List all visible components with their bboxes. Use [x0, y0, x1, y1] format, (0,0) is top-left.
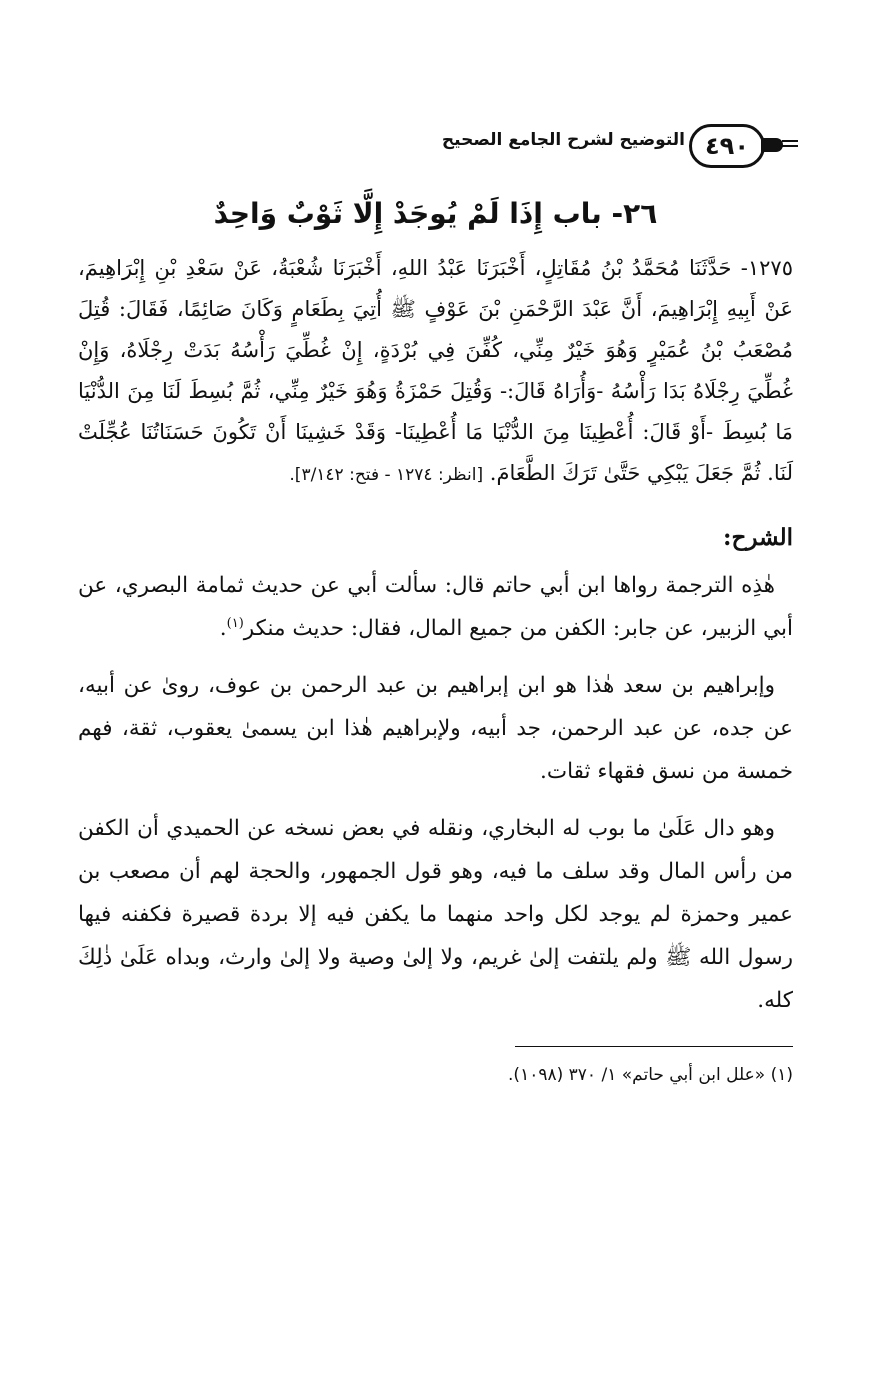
header-rule-right: [782, 140, 798, 147]
paragraph-text: هٰذِه الترجمة رواها ابن أبي حاتم قال: سألت أبي عن حديث ثمامة البصري، عن أبي الزبير، عن جابر: الكفن من جميع المال، فقال: حديث منكر: [78, 573, 793, 641]
hadith-reference: [انظر: ١٢٧٤ - فتح: ٣/١٤٢].: [289, 465, 484, 485]
sharh-heading: الشرح:: [723, 524, 793, 551]
sharh-paragraph: [78, 564, 793, 650]
footnote: [78, 1061, 793, 1089]
footnote-number: (١): [770, 1065, 793, 1085]
footnote-marker[interactable]: (١): [226, 615, 244, 631]
sharh-paragraph: وهو دال عَلَىٰ ما بوب له البخاري، ونقله في بعض نسخه عن الحميدي أن الكفن من رأس المال وقد سلف ما فيه، وهو قول الجمهور، والحجة لهم أن مصعب بن عمير وحمزة لم يوجد لكل واحد منهما ما يكفن فيه إلا بردة قصيرة فكفنه فيها رسول الله ﷺ ولم يلتفت إلىٰ غريم، ولا إلىٰ وصية ولا إلىٰ وارث، وبداه عَلَىٰ ذٰلِكَ كله.: [78, 816, 793, 1013]
chapter-title: ٢٦- باب إِذَا لَمْ يُوجَدْ إِلَّا ثَوْبٌ وَاحِدٌ: [213, 197, 658, 230]
running-header: [78, 118, 793, 178]
footnote-text: «علل ابن أبي حاتم» ١/ ٣٧٠ (١٠٩٨).: [508, 1065, 766, 1085]
footnote-separator: [515, 1046, 793, 1047]
hadith-body: ١٢٧٥- حَدَّثَنَا مُحَمَّدُ بْنُ مُقَاتِلٍ، أَخْبَرَنَا عَبْدُ اللهِ، أَخْبَرَنَا شُعْبَةُ، عَنْ سَعْدِ بْنِ إِبْرَاهِيمَ، عَنْ أَبِيهِ إِبْرَاهِيمَ، أَنَّ عَبْدَ الرَّحْمَنِ بْنَ عَوْفٍ ﷺ أُتِيَ بِطَعَامٍ وَكَانَ صَائِمًا، فَقَالَ: قُتِلَ مُصْعَبُ بْنُ عُمَيْرٍ وَهُوَ خَيْرٌ مِنِّي، كُفِّنَ فِي بُرْدَةٍ، إِنْ غُطِّيَ رَأْسُهُ بَدَتْ رِجْلَاهُ، وَإِنْ غُطِّيَ رِجْلَاهُ بَدَا رَأْسُهُ -وَأُرَاهُ قَالَ:- وَقُتِلَ حَمْزَةُ وَهُوَ خَيْرٌ مِنِّي، ثُمَّ بُسِطَ لَنَا مِنَ الدُّنْيَا مَا بُسِطَ -أَوْ قَالَ: أُعْطِينَا مِنَ الدُّنْيَا مَا أُعْطِينَا- وَقَدْ خَشِينَا أَنْ تَكُونَ حَسَنَاتُنَا عُجِّلَتْ لَنَا. ثُمَّ جَعَلَ يَبْكِي حَتَّىٰ تَرَكَ الطَّعَامَ.: [78, 256, 793, 485]
running-title: التوضيح لشرح الجامع الصحيح: [441, 130, 685, 150]
paragraph-tail: .: [219, 616, 227, 641]
sharh-paragraph: وإبراهيم بن سعد هٰذا هو ابن إبراهيم بن عبد الرحمن بن عوف، روىٰ عن أبيه، عن جده، عن عبد الرحمن، جد أبيه، ولإبراهيم هٰذا ابن يسمىٰ يعقوب، ثقة، فهم خمسة من نسق فقهاء ثقات.: [78, 673, 793, 784]
hadith-text: [78, 248, 793, 496]
page-number: ٤٩٠: [689, 124, 765, 168]
book-page: [78, 118, 793, 1089]
